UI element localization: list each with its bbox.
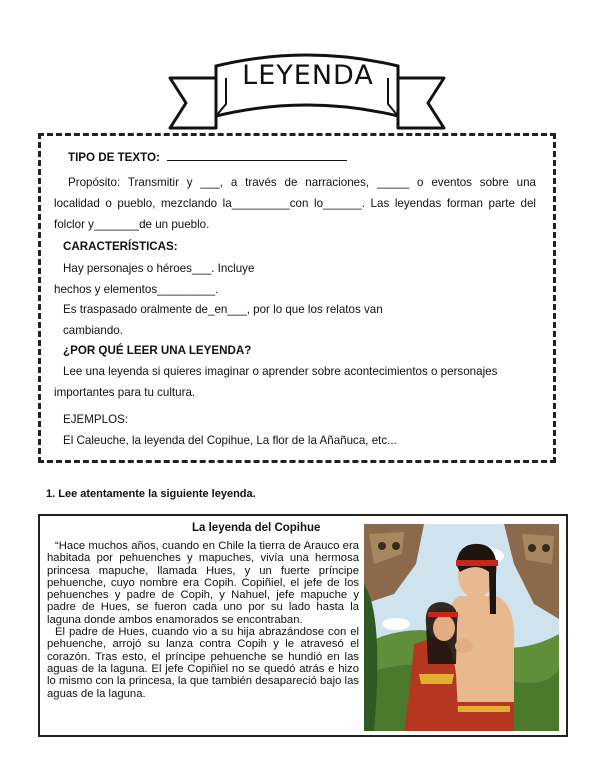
proposito-line-2: localidad o pueblo, mezclando la_________con lo______. Las leyendas forman parte del [54, 197, 536, 210]
porque-line-1: Lee una leyenda si quieres imaginar o aprender sobre acontecimientos o personajes [63, 365, 498, 378]
copihue-couple-image [364, 524, 559, 731]
caracteristica-4: cambiando. [63, 324, 123, 337]
page-title: LEYENDA [242, 60, 374, 91]
tipo-label-row [68, 150, 347, 164]
title-banner [164, 38, 450, 130]
caracteristica-3: Es traspasado oralmente de_en___, por lo que los relatos van [63, 303, 383, 316]
story-paragraph-2: El padre de Hues, cuando vio a su hija abrazándose con el pehuenche, arrojó su lanza contra Copih y le atravesó el corazón. Tras esto, el príncipe pehuenche se hundió en las aguas de la laguna. El jefe Copiñiel no se quedó atrás e hizo lo mismo con la princesa, la que también desapareció bajo las aguas de la laguna. [47, 626, 359, 700]
caracteristicas-heading: CARACTERÍSTICAS: [63, 240, 178, 253]
tipo-answer-line [167, 150, 347, 161]
instruction-text: 1. Lee atentamente la siguiente leyenda. [46, 488, 256, 500]
ejemplos-text: El Caleuche, la leyenda del Copihue, La flor de la Añañuca, etc... [63, 434, 397, 447]
story-text [47, 540, 359, 734]
porque-line-2: importantes para tu cultura. [54, 386, 196, 399]
proposito-line-1: Propósito: Transmitir y ___, a través de narraciones, _____ o eventos sobre una [68, 176, 536, 189]
story-paragraph-1: “Hace muchos años, cuando en Chile la tierra de Arauco era habitada por pehuenches y mapuches, vivía una hermosa princesa mapuche, llamada Hues, y un fuerte príncipe pehuenche, cuyo nombre era Copih. Copiñiel, el jefe de los pehuenches y padre de Copih, y Nahuel, jefe mapuche y padre de Hues, se fueron cada uno por su lado hasta la laguna donde ambos enamorados se encontraban. [47, 540, 359, 626]
caracteristica-1: Hay personajes o héroes___. Incluye [63, 262, 255, 275]
porque-heading: ¿POR QUÉ LEER UNA LEYENDA? [63, 344, 252, 357]
legend-illustration [364, 524, 559, 731]
proposito-line-3: folclor y_______de un pueblo. [54, 218, 210, 231]
story-title: La leyenda del Copihue [192, 522, 321, 534]
ejemplos-heading: EJEMPLOS: [63, 413, 129, 426]
caracteristica-2: hechos y elementos_________. [54, 283, 219, 296]
tipo-label: TIPO DE TEXTO: [68, 151, 160, 164]
